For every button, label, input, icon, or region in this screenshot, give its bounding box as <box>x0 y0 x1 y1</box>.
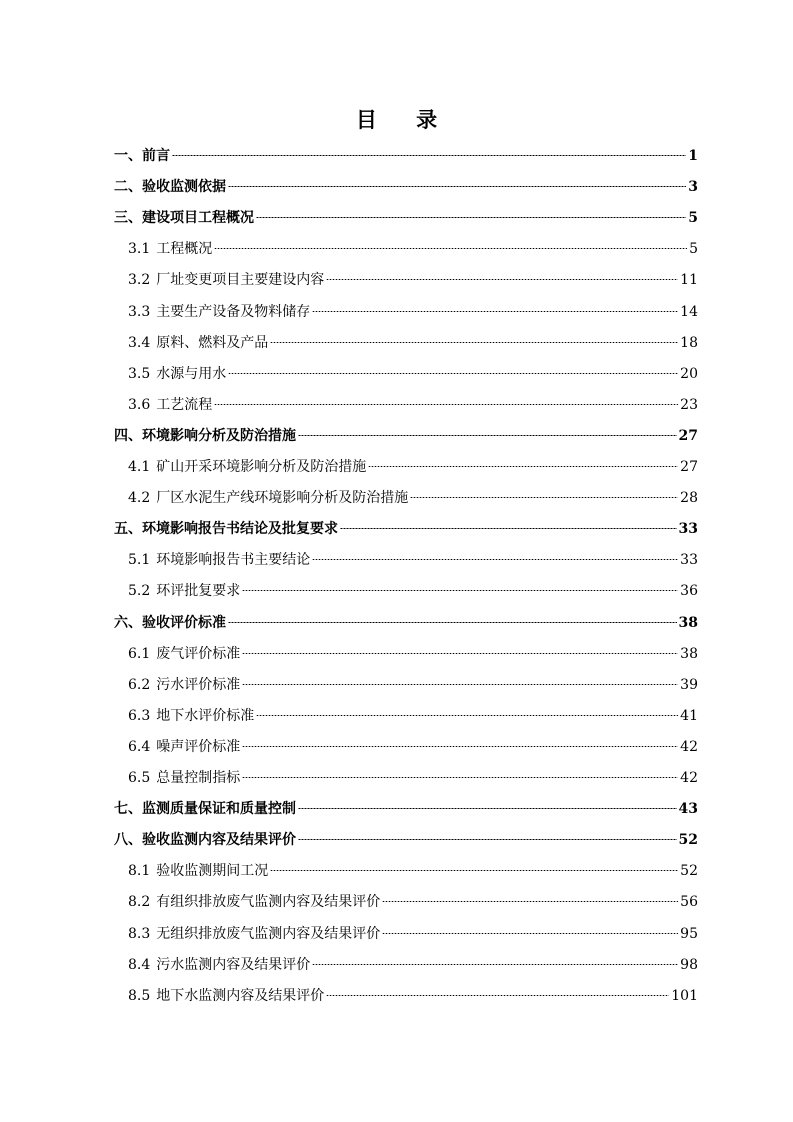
toc-section-number: 4.1 <box>128 459 151 475</box>
toc-entry-label <box>128 456 366 478</box>
toc-section-number: 3.4 <box>128 334 151 351</box>
toc-page-number: 52 <box>678 832 698 849</box>
toc-section-number: 3.3 <box>128 303 151 320</box>
toc-chapter-entry[interactable] <box>114 207 698 229</box>
toc-section-number: 6.3 <box>128 707 151 724</box>
toc-entry-label <box>128 269 324 291</box>
toc-entry-title: 六、验收评价标准 <box>114 614 226 631</box>
toc-section-entry[interactable] <box>128 860 698 882</box>
toc-page-number: 27 <box>678 427 698 444</box>
toc-chapter-entry[interactable] <box>114 518 698 540</box>
toc-entry-title: 水源与用水 <box>156 365 227 382</box>
dot-leader <box>298 839 677 840</box>
toc-entry-title: 污水评价标准 <box>156 676 241 693</box>
toc-entry-title: 厂区水泥生产线环境影响分析及防治措施 <box>156 490 409 507</box>
toc-entry-title: 总量控制指标 <box>156 770 241 786</box>
dot-leader <box>242 746 678 747</box>
dot-leader <box>340 528 677 529</box>
dot-leader <box>312 311 678 312</box>
toc-section-entry[interactable] <box>128 363 698 385</box>
toc-entry-label <box>114 207 254 229</box>
page-title: 目 录 <box>355 107 454 132</box>
toc-section-entry[interactable] <box>128 580 698 602</box>
toc-section-number: 6.2 <box>128 676 151 693</box>
toc-entry-title: 一、前言 <box>114 148 170 164</box>
toc-entry-title: 原料、燃料及产品 <box>156 334 269 351</box>
toc-section-number: 3.5 <box>128 365 151 382</box>
toc-page-number: 27 <box>680 459 698 475</box>
toc-entry-title: 七、监测质量保证和质量控制 <box>114 801 296 818</box>
toc-section-number: 8.5 <box>128 987 151 1004</box>
dot-leader <box>242 777 678 778</box>
toc-section-entry[interactable] <box>128 705 698 727</box>
toc-entry-label <box>128 767 240 789</box>
toc-entry-title: 地下水监测内容及结果评价 <box>156 987 325 1004</box>
toc-section-number: 6.1 <box>128 645 151 662</box>
toc-page-number: 5 <box>688 210 698 227</box>
table-of-contents <box>0 140 793 1020</box>
toc-section-entry[interactable] <box>128 674 698 696</box>
toc-page-number: 20 <box>680 365 698 382</box>
toc-entry-title: 主要生产设备及物料储存 <box>156 303 311 320</box>
toc-entry-label <box>128 736 240 758</box>
toc-entry-label <box>114 425 296 447</box>
toc-page-number: 3 <box>688 179 698 196</box>
toc-entry-label <box>128 394 212 416</box>
toc-section-entry[interactable] <box>128 891 698 913</box>
dot-leader <box>382 933 678 934</box>
toc-section-number: 5.1 <box>128 552 151 569</box>
toc-page-number: 38 <box>678 614 698 631</box>
dot-leader <box>228 186 686 187</box>
toc-entry-label <box>128 487 408 509</box>
toc-chapter-entry[interactable] <box>114 798 698 820</box>
toc-page-number: 101 <box>671 987 698 1004</box>
toc-chapter-entry[interactable] <box>114 176 698 198</box>
toc-entry-title: 环境影响报告书主要结论 <box>156 552 311 569</box>
dot-leader <box>242 653 678 654</box>
toc-entry-label <box>114 798 296 820</box>
toc-entry-title: 工程概况 <box>156 241 213 258</box>
toc-entry-label <box>128 301 310 323</box>
toc-section-entry[interactable] <box>128 269 698 291</box>
toc-entry-title: 验收监测期间工况 <box>156 863 269 880</box>
dot-leader <box>382 901 678 902</box>
toc-section-number: 3.1 <box>128 241 151 258</box>
toc-page-number: 52 <box>680 863 698 880</box>
dot-leader <box>270 870 678 871</box>
toc-page-number: 98 <box>680 956 698 973</box>
toc-entry-title: 三、建设项目工程概况 <box>114 210 254 227</box>
dot-leader <box>228 622 677 623</box>
toc-entry-title: 噪声评价标准 <box>156 738 241 755</box>
toc-entry-title: 矿山开采环境影响分析及防治措施 <box>156 459 367 475</box>
toc-section-number: 5.2 <box>128 583 151 600</box>
toc-section-entry[interactable] <box>128 301 698 323</box>
dot-leader <box>256 715 678 716</box>
toc-entry-title: 五、环境影响报告书结论及批复要求 <box>114 521 338 538</box>
toc-section-number: 8.3 <box>128 925 151 942</box>
dot-leader <box>312 964 678 965</box>
toc-section-number: 6.5 <box>128 770 151 786</box>
toc-section-number: 4.2 <box>128 490 151 507</box>
toc-page-number: 56 <box>680 894 698 911</box>
toc-entry-label <box>128 238 212 260</box>
toc-entry-title: 厂址变更项目主要建设内容 <box>156 272 325 289</box>
toc-entry-title: 有组织排放废气监测内容及结果评价 <box>156 894 381 911</box>
toc-entry-title: 地下水评价标准 <box>156 707 255 724</box>
toc-page-number: 23 <box>680 396 698 413</box>
toc-entry-label <box>128 705 254 727</box>
toc-page-number: 42 <box>680 770 698 786</box>
dot-leader <box>270 342 678 343</box>
toc-page-number: 28 <box>680 490 698 507</box>
toc-entry-label <box>128 891 380 913</box>
toc-entry-label <box>128 549 310 571</box>
toc-entry-label <box>128 332 268 354</box>
toc-chapter-entry[interactable] <box>114 425 698 447</box>
toc-section-entry[interactable] <box>128 456 698 478</box>
dot-leader <box>312 559 678 560</box>
toc-section-entry[interactable] <box>128 923 698 945</box>
dot-leader <box>214 248 687 249</box>
toc-entry-title: 无组织排放废气监测内容及结果评价 <box>156 925 381 942</box>
toc-page-number: 95 <box>680 925 698 942</box>
toc-entry-label <box>114 518 338 540</box>
toc-page-number: 1 <box>688 148 698 164</box>
toc-entry-label <box>114 612 226 634</box>
toc-entry-title: 二、验收监测依据 <box>114 179 226 196</box>
dot-leader <box>242 590 678 591</box>
toc-entry-label <box>128 674 240 696</box>
dot-leader <box>228 373 678 374</box>
toc-page-number: 11 <box>680 272 698 289</box>
dot-leader <box>242 684 678 685</box>
toc-entry-label <box>128 954 310 976</box>
dot-leader <box>298 808 677 809</box>
toc-entry-label <box>114 829 296 851</box>
toc-page-number: 18 <box>680 334 698 351</box>
toc-page-number: 39 <box>680 676 698 693</box>
toc-page-number: 33 <box>680 552 698 569</box>
dot-leader <box>172 155 686 156</box>
toc-section-number: 8.2 <box>128 894 151 911</box>
toc-page-number: 42 <box>680 738 698 755</box>
toc-page-number: 33 <box>678 521 698 538</box>
toc-section-number: 3.6 <box>128 396 151 413</box>
toc-section-entry[interactable] <box>128 767 698 789</box>
dot-leader <box>410 497 678 498</box>
toc-section-number: 3.2 <box>128 272 151 289</box>
toc-section-entry[interactable] <box>128 549 698 571</box>
toc-page-number: 14 <box>680 303 698 320</box>
toc-page-number: 5 <box>689 241 698 258</box>
toc-entry-title: 工艺流程 <box>156 396 213 413</box>
toc-section-entry[interactable] <box>128 985 698 1007</box>
toc-page-number: 38 <box>680 645 698 662</box>
toc-entry-title: 废气评价标准 <box>156 645 241 662</box>
toc-section-entry[interactable] <box>128 643 698 665</box>
toc-section-number: 6.4 <box>128 738 151 755</box>
toc-chapter-entry[interactable] <box>114 145 698 167</box>
toc-entry-label <box>128 923 380 945</box>
toc-page-number: 43 <box>678 801 698 818</box>
toc-section-entry[interactable] <box>128 487 698 509</box>
dot-leader <box>326 995 669 996</box>
toc-entry-title: 八、验收监测内容及结果评价 <box>114 832 296 849</box>
toc-entry-label <box>128 985 324 1007</box>
toc-entry-title: 环评批复要求 <box>156 583 241 600</box>
toc-entry-label <box>128 363 226 385</box>
dot-leader <box>256 217 686 218</box>
dot-leader <box>298 435 677 436</box>
toc-page-number: 41 <box>680 707 698 724</box>
toc-entry-label <box>128 643 240 665</box>
dot-leader <box>326 279 678 280</box>
toc-entry-label <box>114 176 226 198</box>
toc-section-entry[interactable] <box>128 394 698 416</box>
toc-section-number: 8.4 <box>128 956 151 973</box>
toc-chapter-entry[interactable] <box>114 612 698 634</box>
toc-section-entry[interactable] <box>128 954 698 976</box>
toc-entry-title: 四、环境影响分析及防治措施 <box>114 427 296 444</box>
dot-leader <box>368 466 678 467</box>
toc-entry-title: 污水监测内容及结果评价 <box>156 956 311 973</box>
toc-section-entry[interactable] <box>128 736 698 758</box>
toc-entry-label <box>114 145 170 167</box>
toc-section-entry[interactable] <box>128 332 698 354</box>
toc-section-entry[interactable] <box>128 238 698 260</box>
toc-entry-label <box>128 580 240 602</box>
toc-page-number: 36 <box>680 583 698 600</box>
toc-entry-label <box>128 860 268 882</box>
dot-leader <box>214 404 678 405</box>
toc-section-number: 8.1 <box>128 863 151 880</box>
toc-chapter-entry[interactable] <box>114 829 698 851</box>
